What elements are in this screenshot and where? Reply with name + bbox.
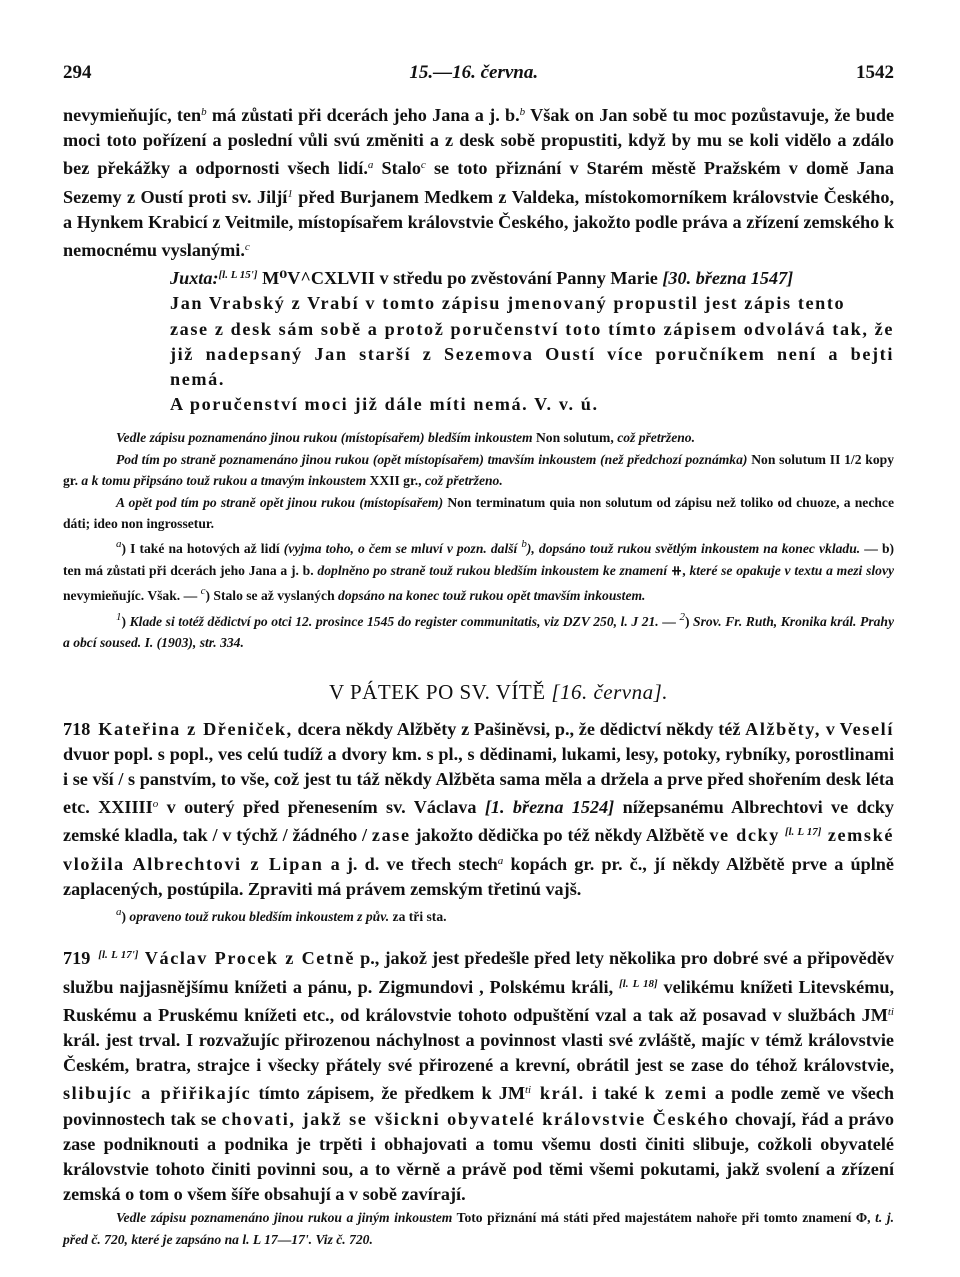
note-1: Vedle zápisu poznamenáno jinou rukou (místopísařem) bledším inkoustem Non solutum, což přetrženo. (116, 430, 695, 446)
note-3: A opět pod tím po straně opět jinou rukou (místopísařem) Non terminatum quia non solutum od zápisu než toliko od chuoze, a nechce dáti; ideo non ingrossetur. (63, 494, 894, 532)
editorial-notes (63, 427, 894, 653)
section-heading: V PÁTEK PO SV. VÍTĚ [16. června]. (328, 679, 669, 704)
entry-719: 719 [l. L 17'] Václav Procek z Cetně p., jakož jest předešle před lety několika pro dobré své a připověděv službu najjasnějšímu knížeti a pánu, p. Zigmundovi , Polskému králi, [l. L 18] velikému knížeti Litevskému, Ruskému a Pruskému knížeti etc., od královstvie tohoto odpuštění vzal a tak až posavad v službách $JM^{ti}$ král. jest trval. I rozvažujíc přirozenou náchylnost a povinnost vlasti své zvláště, majíc v témž královstvie Českém, bratra, strajce i všecky přátely své přirozené a krevní, obrátil jest se zase do téhož královstvie, slibujíc a přiřikajíc tímto zápisem, že předkem k $JM^{ti}$ král. i také k zemi a podle země ve všech povinnostech tak se chovati, jakž se všickni obyvatelé královstvie Českého chovají, řád a právo zase podniknouti a podnika je trpěti i obhajovati a tomu všemu dosti činiti slibuje, cožkoli obyvatelé královstvie tohoto činiti povinni sou, a to věrně a právě pod těmi všemi pokutami, jakž svolení a zřízení zemská o tom o všem šíře obsahují a v sobě zavírají. (63, 948, 895, 1205)
footnote-a: $^a$) I také na hotových až lidí (vyjma toho, o čem se mluví v pozn. další $^b$), dopsáno touž rukou světlým inkoustem na konec vkladu. — b) ten má zůstati při dcerách jeho Jana a j. b. doplněno po straně touž rukou bledším inkoustem ke znamení ⧺, které se opakuje v textu a mezi slovy nevymieňujíc. Však. — $^c$) Stalo se až vyslaných dopsáno na konec touž rukou opět tmavším inkoustem. (63, 538, 895, 604)
entry-718-note: $^a$) opraveno touž rukou bledším inkoustem z pův. za tři sta. (116, 905, 447, 924)
juxta-line: Juxta:[l. L 15'] M⁰V^CXLVII v středu po zvěstování Panny Marie [30. března 1547] (170, 268, 794, 289)
footnote-1: $^1$) Klade si totéž dědictví po otci 12. prosince 1545 do register communitatis, viz DZV 250, l. J 21. — $^2$) Srov. Fr. Ruth, Kronika král. Prahy a obcí soused. I. (1903), str. 334. (63, 610, 894, 651)
running-year: 1542 (855, 62, 894, 83)
entry-718: 718 Kateřina z Dřeniček, dcera někdy Alžběty z Pašiněvsi, p., že dědictví někdy též Alžběty, v Veselí dvuor popl. s popl., ves celú tudíž a dvory km. s pl., s dědinami, lukami, lesy, potoky, rybníky, porostlinami i se vší / s panstvím, to vše, což jest tu táž někdy Alžběta sama měla a držela a prve před shořením desk léta etc. XXIIII$^o$ v outerý před přenesením sv. Václava [1. března 1524] nížepsanému Albrechtovi ve dcky zemské kladla, tak / v týchž / žádného / zase jakožto dědička po též někdy Alžbětě ve dcky [l. L 17] zemské vložila Albrechtovi z Lipan a j. d. ve třech stech$^a$ kopách gr. pr. č., jí někdy Alžbětě prve a úplně zaplacených, postúpila. Zpraviti má právem zemským třetinú vajš. (63, 718, 894, 899)
page-number: 294 (63, 62, 92, 83)
running-date: 15.—16. června. (409, 62, 539, 83)
note-2: Pod tím po straně poznamenáno jinou rukou (opět místopísařem) tmavším inkoustem (než předchozí poznámka) Non solutum II 1/2 kopy gr. a k tomu připsáno touž rukou a tmavým inkoustem XXII gr., což přetrženo. (63, 451, 894, 489)
continuation-paragraph: nevymieňujíc, ten$^b$ má zůstati při dcerách jeho Jana a j. b.$^b$ Však on Jan sobě tu moc pozůstavuje, že bude moci toto pořízení a poslední vůli svú změniti a z desk sobě propustiti, když by mu se koli vidělo a zdálo bez překážky a odpornosti všech lidí.$^a$ Stalo$^c$ se toto přiznání v Starém městě Pražském v domě Jana Sezemy z Oustí proti sv. Jiljí$^1$ před Burjanem Medkem z Valdeka, místokomorníkem královstvie Českého, a Hynkem Krabicí z Veitmile, místopísařem královstvie Českého, jakožto podle práva a zřízení zemského k nemocnému vyslanými.$^c$ (63, 105, 895, 261)
page-header (63, 62, 894, 84)
release-paragraph: Jan Vrabský z Vrabí v tomto zápisu jmenovaný propustil jest zápis tento zase z desk sám sobě a protož poručenství toto tímto zápisem odvolává tak, že již nadepsaný Jan starší z Sezemova Oustí více poručníkem není a bejti nemá. A poručenství moci již dále míti nemá. V. v. ú. (170, 293, 894, 415)
entry-719-note: Vedle zápisu poznamenáno jinou rukou a jiným inkoustem Toto přiznání má státi před majestátem nahoře při tomto znamení Φ, t. j. před č. 720, které je zapsáno na l. L 17—17'. Viz č. 720. (63, 1210, 894, 1247)
